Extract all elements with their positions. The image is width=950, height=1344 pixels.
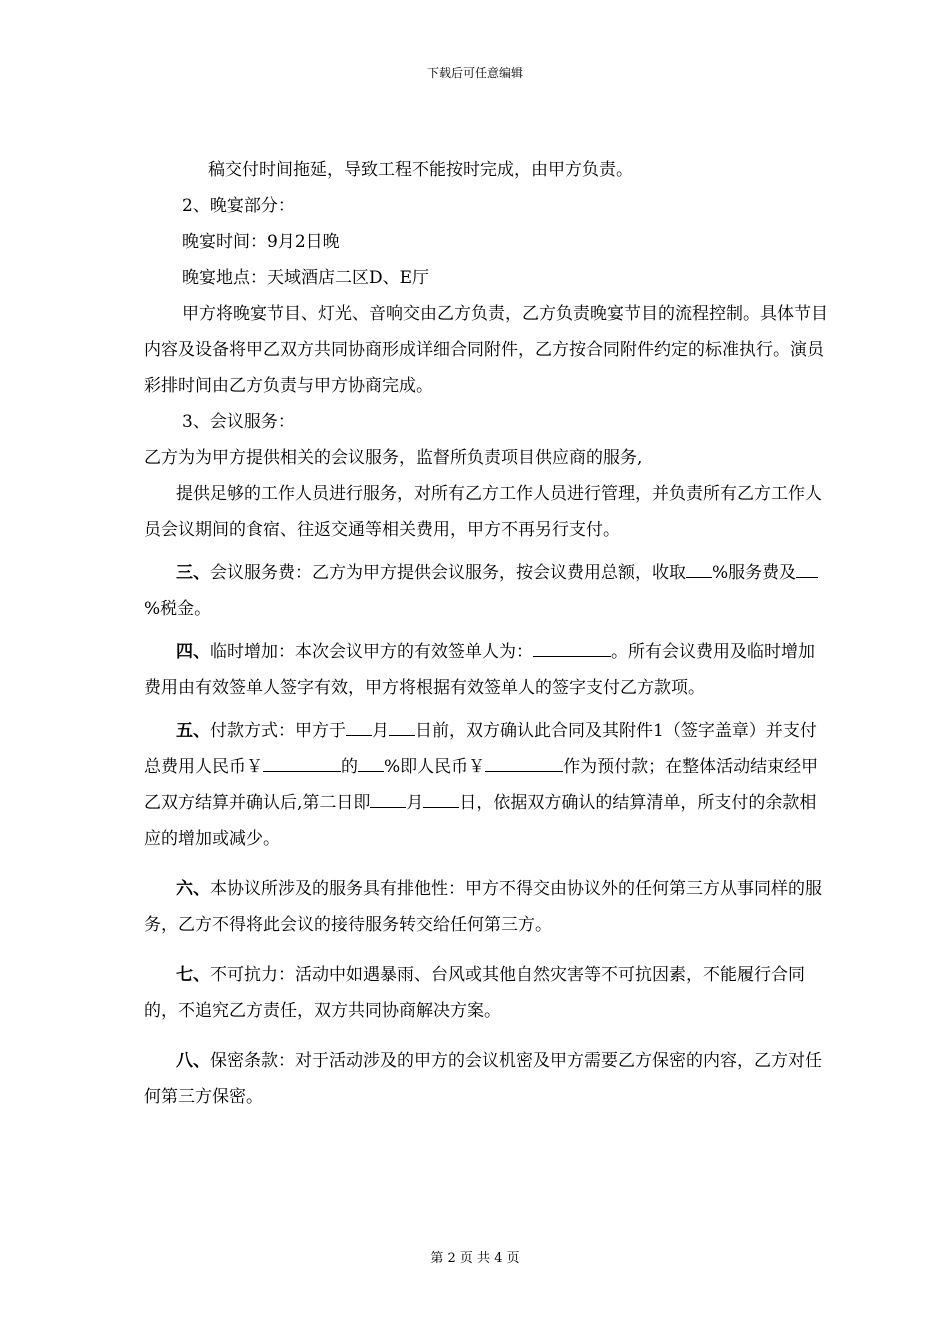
clause-text: 月 [406, 793, 424, 813]
clause-text: %税金。 [144, 599, 212, 619]
clause-5 [144, 713, 830, 857]
clause-text: 不可抗力：活动中如遇暴雨、台风或其他自然灾害等不可抗因素，不能履行合同的，不追究乙方责任，双方共同协商解决方案。 [144, 965, 805, 1021]
page-header: 下载后可任意编辑 [426, 66, 523, 80]
clause-heading: 七、 [176, 965, 210, 985]
clause-8 [144, 1043, 830, 1115]
clause-text: 会议服务费：乙方为甲方提供会议服务，按会议费用总额，收取 [210, 563, 686, 583]
clause-text: 付款方式：甲方于 [210, 721, 346, 741]
blank-field[interactable] [370, 789, 406, 808]
clause-7 [144, 957, 830, 1029]
clause-heading: 三、 [176, 563, 210, 583]
paragraph: 提供足够的工作人员进行服务，对所有乙方工作人员进行管理，并负责所有乙方工作人员会议期间的食宿、往返交通等相关费用，甲方不再另行支付。 [144, 484, 822, 540]
page-footer: 第 2 页 共 4 页 [430, 1251, 520, 1266]
clause-text: %服务费及 [712, 563, 797, 583]
paragraph: 晚宴地点：天域酒店二区D、E厅 [182, 268, 430, 288]
blank-field[interactable] [263, 753, 341, 772]
blank-field[interactable] [358, 753, 384, 772]
clause-text: %即人民币￥ [384, 757, 486, 777]
clause-heading: 五、 [176, 721, 210, 741]
blank-field[interactable] [423, 789, 459, 808]
blank-field[interactable] [686, 559, 712, 578]
blank-field[interactable] [389, 717, 415, 736]
paragraph: 甲方将晚宴节目、灯光、音响交由乙方负责，乙方负责晚宴节目的流程控制。具体节目内容及设备将甲乙双方共同协商形成详细合同附件，乙方按合同附件约定的标准执行。演员彩排时间由乙方负责与甲方协商完成。 [144, 304, 828, 396]
clause-text: 的 [341, 757, 358, 777]
section-heading: 3、会议服务： [182, 412, 295, 432]
clause-text: 月 [372, 721, 389, 741]
document-body [144, 152, 830, 1115]
paragraph: 晚宴时间：9月2日晚 [182, 232, 340, 252]
clause-text: 本协议所涉及的服务具有排他性：甲方不得交由协议外的任何第三方从事同样的服务，乙方不得将此会议的接待服务转交给任何第三方。 [144, 879, 822, 935]
clause-heading: 四、 [176, 642, 210, 662]
clause-4 [144, 634, 830, 706]
blank-field[interactable] [346, 717, 372, 736]
paragraph: 稿交付时间拖延，导致工程不能按时完成，由甲方负责。 [208, 160, 633, 180]
clause-text: 作为预付款；在整体活动结束经甲乙双方结算并确认后,第二日即 [144, 757, 819, 813]
clause-text: 日前，双方确认此合同及其附件1（签字盖章）并支付总费用人民币￥ [144, 721, 817, 777]
paragraph: 乙方为为甲方提供相关的会议服务，监督所负责项目供应商的服务, [144, 448, 643, 468]
clause-6 [144, 871, 830, 943]
clause-3 [144, 555, 830, 627]
blank-field[interactable] [796, 559, 818, 578]
clause-text: 。所有会议费用及临时增加费用由有效签单人签字有效，甲方将根据有效签单人的签字支付乙方款项。 [144, 642, 815, 698]
clause-text: 保密条款：对于活动涉及的甲方的会议机密及甲方需要乙方保密的内容，乙方对任何第三方保密。 [144, 1051, 822, 1107]
clause-heading: 八、 [176, 1051, 210, 1071]
blank-field[interactable] [485, 753, 563, 772]
section-heading: 2、晚宴部分： [182, 196, 295, 216]
blank-field[interactable] [533, 638, 611, 657]
clause-text: 日，依据双方确认的结算清单，所支付的余款相应的增加或减少。 [144, 793, 817, 849]
clause-text: 临时增加：本次会议甲方的有效签单人为： [210, 642, 533, 662]
clause-heading: 六、 [176, 879, 210, 899]
